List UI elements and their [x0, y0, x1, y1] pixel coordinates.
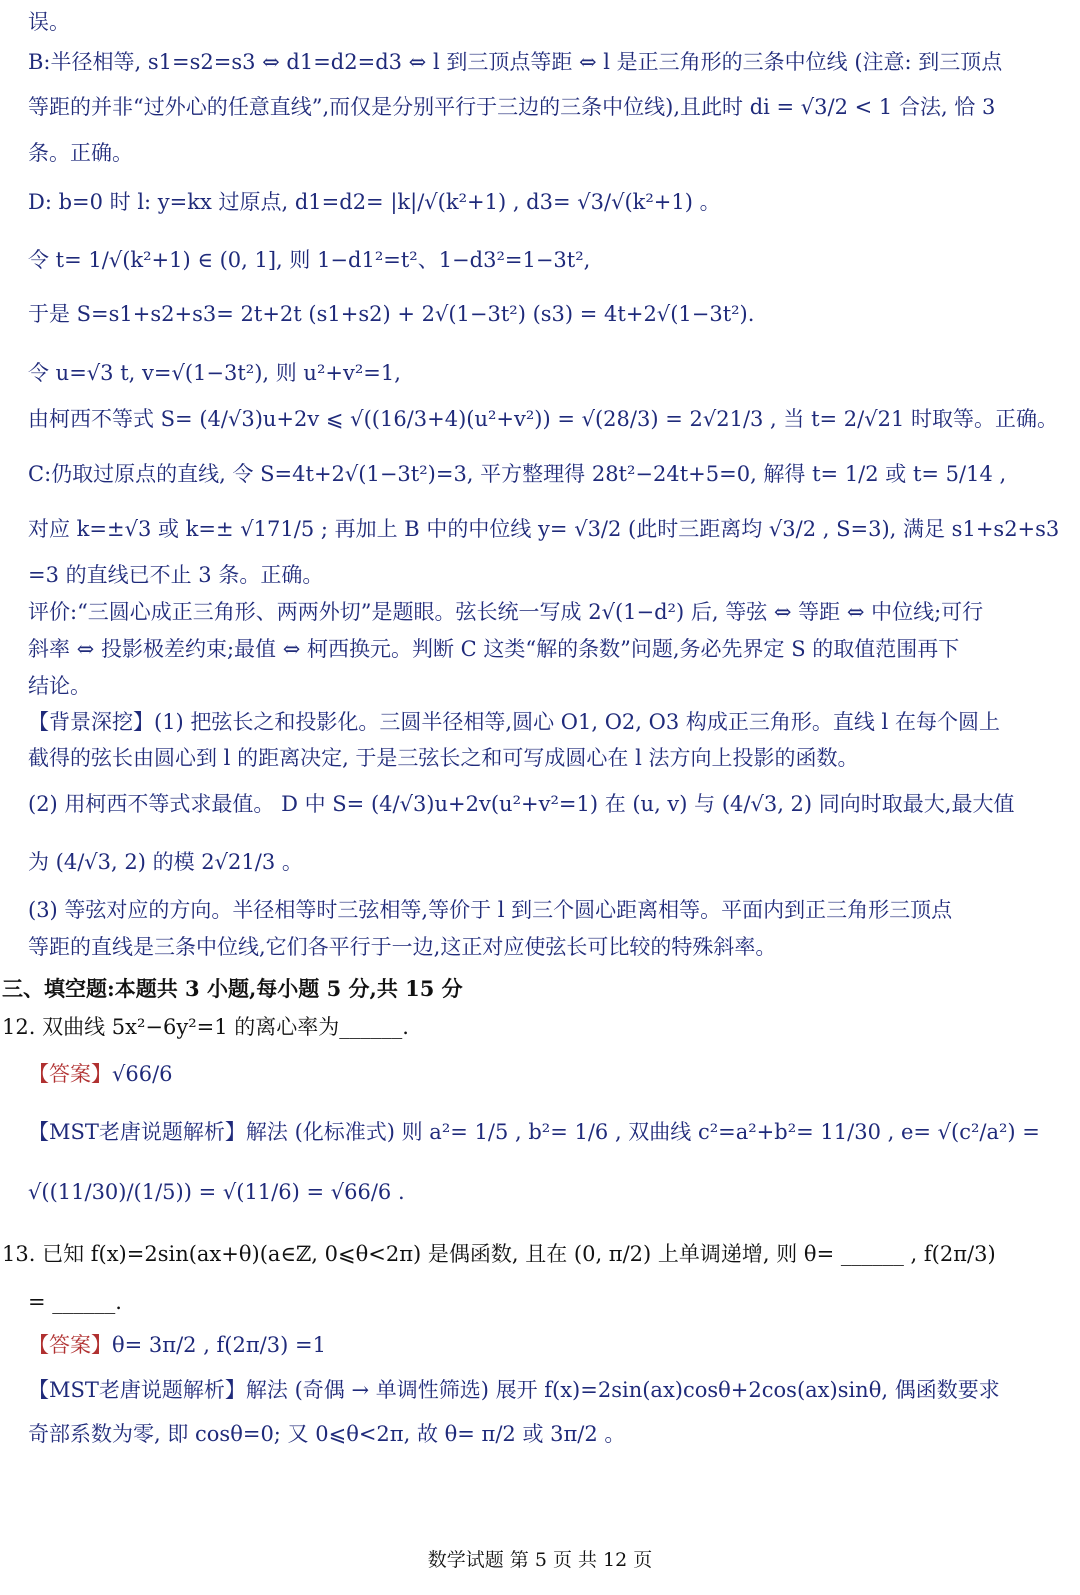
q13-solution-line: 奇部系数为零, 即 cosθ=0; 又 0⩽θ<2π, 故 θ= π/2 或 3π/2 。 [28, 1422, 626, 1446]
q12-answer [28, 1062, 1068, 1087]
question-12: 12. 双曲线 5x²−6y²=1 的离心率为______. [2, 1015, 409, 1039]
q12-solution-line: √((11/30)/(1/5)) = √(11/6) = √66/6 . [28, 1180, 405, 1204]
text-line: 由柯西不等式 S= (4/√3)u+2v ⩽ √((16/3+4)(u²+v²)) = √(28/3) = 2√21/3 , 当 t= 2/√21 时取等。正确。 [28, 407, 1059, 431]
text-line: 截得的弦长由圆心到 l 的距离决定, 于是三弦长之和可写成圆心在 l 法方向上投影的函数。 [28, 746, 859, 770]
text-line: 斜率 ⇔ 投影极差约束;最值 ⇔ 柯西换元。判断 C 这类“解的条数”问题,务必先界定 S 的取值范围再下 [28, 637, 960, 661]
text-line: B:半径相等, s1=s2=s3 ⇔ d1=d2=d3 ⇔ l 到三顶点等距 ⇔ l 是正三角形的三条中位线 (注意: 到三顶点 [28, 50, 1003, 74]
text-line: 等距的直线是三条中位线,它们各平行于一边,这正对应使弦长可比较的特殊斜率。 [28, 935, 777, 959]
text-line: 条。正确。 [28, 141, 133, 165]
answer-tag: 【答案】 [28, 1062, 112, 1086]
section-heading: 三、填空题:本题共 3 小题,每小题 5 分,共 15 分 [2, 976, 463, 1001]
text-line: 令 t= 1/√(k²+1) ∈ (0, 1], 则 1−d1²=t²、1−d3²=1−3t², [28, 248, 591, 272]
text-line: 等距的并非“过外心的任意直线”,而仅是分别平行于三边的三条中位线),且此时 di = √3/2 < 1 合法, 恰 3 [28, 95, 996, 119]
text-line: 评价:“三圆心成正三角形、两两外切”是题眼。弦长统一写成 2√(1−d²) 后, 等弦 ⇔ 等距 ⇔ 中位线;可行 [28, 600, 984, 624]
text-line: 于是 S=s1+s2+s3= 2t+2t (s1+s2) + 2√(1−3t²) (s3) = 4t+2√(1−3t²). [28, 302, 755, 326]
text-line: =3 的直线已不止 3 条。正确。 [28, 563, 324, 587]
text-line: (2) 用柯西不等式求最值。 D 中 S= (4/√3)u+2v(u²+v²=1) 在 (u, v) 与 (4/√3, 2) 同向时取最大,最大值 [28, 792, 1015, 816]
text-line: 【背景深挖】(1) 把弦长之和投影化。三圆半径相等,圆心 O1, O2, O3 构成正三角形。直线 l 在每个圆上 [28, 710, 1000, 734]
text-line: 结论。 [28, 674, 91, 698]
answer-value: θ= 3π/2 , f(2π/3) =1 [112, 1333, 326, 1357]
text-line: (3) 等弦对应的方向。半径相等时三弦相等,等价于 l 到三个圆心距离相等。平面内到正三角形三顶点 [28, 898, 953, 922]
q13-solution-line: 【MST老唐说题解析】解法 (奇偶 → 单调性筛选) 展开 f(x)=2sin(ax)cosθ+2cos(ax)sinθ, 偶函数要求 [28, 1378, 1000, 1402]
question-13: 13. 已知 f(x)=2sin(ax+θ)(a∈ℤ, 0⩽θ<2π) 是偶函数, 且在 (0, π/2) 上单调递增, 则 θ= ______ , f(2π/3) [2, 1242, 996, 1266]
text-line: C:仍取过原点的直线, 令 S=4t+2√(1−3t²)=3, 平方整理得 28t²−24t+5=0, 解得 t= 1/2 或 t= 5/14 , [28, 462, 1007, 486]
q12-solution-line: 【MST老唐说题解析】解法 (化标准式) 则 a²= 1/5 , b²= 1/6 , 双曲线 c²=a²+b²= 11/30 , e= √(c²/a²) = [28, 1120, 1040, 1144]
answer-tag: 【答案】 [28, 1333, 112, 1357]
text-line: 对应 k=±√3 或 k=± √171/5 ; 再加上 B 中的中位线 y= √3/2 (此时三距离均 √3/2 , S=3), 满足 s1+s2+s3 [28, 517, 1060, 541]
text-line: 令 u=√3 t, v=√(1−3t²), 则 u²+v²=1, [28, 361, 401, 385]
text-line: D: b=0 时 l: y=kx 过原点, d1=d2= |k|/√(k²+1) , d3= √3/√(k²+1) 。 [28, 190, 721, 214]
answer-value: √66/6 [112, 1062, 173, 1086]
text-line: 误。 [28, 10, 70, 34]
q13-answer [28, 1333, 1068, 1358]
question-13-cont: = ______. [28, 1290, 122, 1314]
text-line: 为 (4/√3, 2) 的模 2√21/3 。 [28, 850, 303, 874]
page-footer: 数学试题 第 5 页 共 12 页 [427, 1549, 653, 1571]
